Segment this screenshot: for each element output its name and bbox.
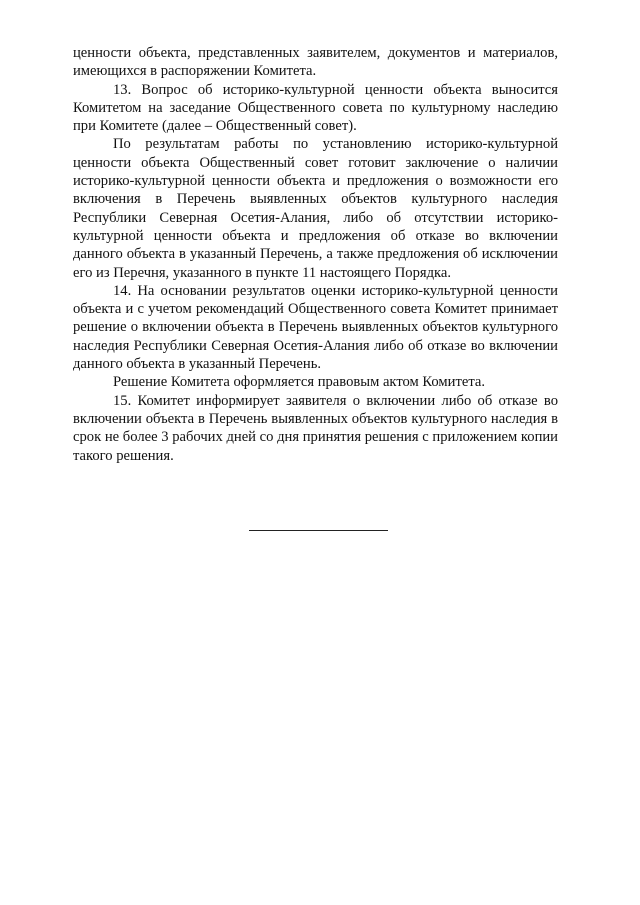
- paragraph-item-14: 14. На основании результатов оценки историко-культурной ценности объекта и с учетом рекомендаций Общественного совета Комитет принимает решение о включении объекта в Перечень выявленных объектов культурного наследия Республики Северная Осетия-Алания либо об отказе во включении данного объекта в указанный Перечень.: [73, 282, 558, 373]
- document-body: [73, 44, 558, 465]
- paragraph-council-conclusion: По результатам работы по установлению историко-культурной ценности объекта Общественный совет готовит заключение о наличии историко-культурной ценности объекта и предложения о возможности его включения в Перечень выявленных объектов культурного наследия Республики Северная Осетия-Алания, либо об отсутствии историко-культурной ценности объекта и предложения об отказе во включении данного объекта в указанный Перечень, а также предложения об исключении его из Перечня, указанного в пункте 11 настоящего Порядка.: [73, 136, 558, 281]
- end-divider-line: [249, 530, 388, 531]
- paragraph-continuation: ценности объекта, представленных заявителем, документов и материалов, имеющихся в распоряжении Комитета.: [73, 45, 558, 80]
- paragraph-item-15: 15. Комитет информирует заявителя о включении либо об отказе во включении объекта в Перечень выявленных объектов культурного наследия в срок не более 3 рабочих дней со дня принятия решения с приложением копии такого решения.: [73, 392, 558, 464]
- paragraph-item-13: 13. Вопрос об историко-культурной ценности объекта выносится Комитетом на заседание Общественного совета по культурному наследию при Комитете (далее – Общественный совет).: [73, 81, 558, 135]
- paragraph-committee-decision: Решение Комитета оформляется правовым актом Комитета.: [113, 374, 486, 391]
